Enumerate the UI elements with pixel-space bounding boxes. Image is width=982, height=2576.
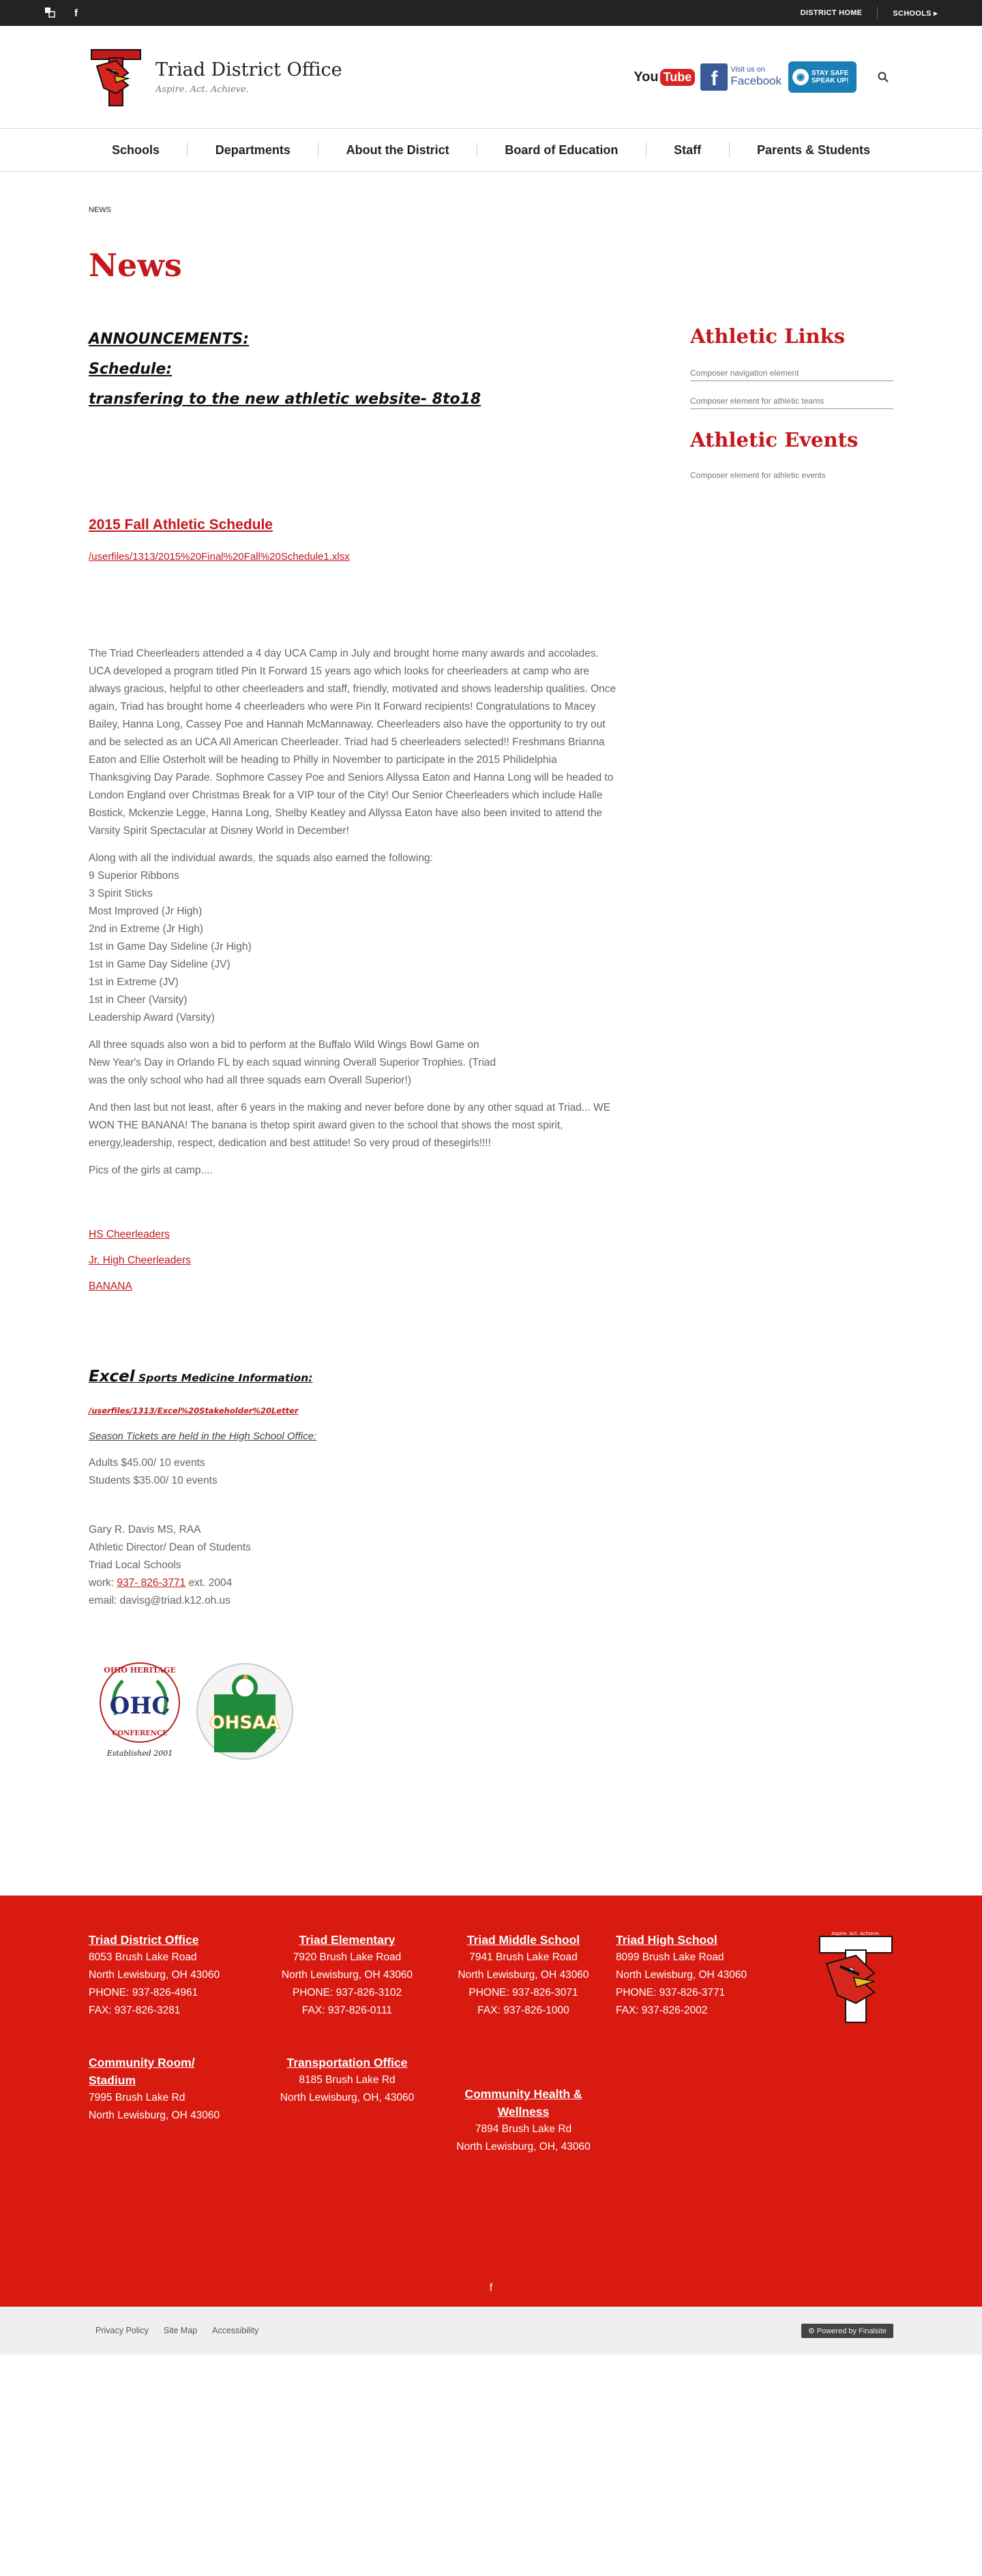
composer-teams-element[interactable]: Composer element for athletic teams: [690, 391, 893, 409]
office-city: North Lewisburg, OH 43060: [281, 1969, 413, 1981]
award-item: Most Improved (Jr High): [89, 905, 203, 917]
footer-cardinal-logo[interactable]: [818, 1930, 893, 2025]
sidebar: [690, 325, 893, 1766]
nav-departments[interactable]: Departments: [215, 143, 291, 157]
excel-heading-small: Sports Medicine Information:: [134, 1372, 313, 1384]
divider: [877, 7, 878, 19]
contact-block: [89, 1521, 621, 1610]
adult-price: Adults $45.00/ 10 events: [89, 1457, 205, 1469]
footer-office: [610, 1931, 767, 2020]
site-footer: [0, 1896, 982, 2307]
community-room-name[interactable]: [89, 2054, 258, 2089]
footer-offices-row: [89, 1931, 893, 2020]
main-nav: [0, 128, 982, 172]
office-name[interactable]: Triad Elementary: [299, 1933, 396, 1947]
office-city: North Lewisburg, OH 43060: [616, 1969, 747, 1981]
youtube-you-text: You: [634, 69, 659, 85]
fall-schedule-title[interactable]: 2015 Fall Athletic Schedule: [89, 517, 273, 533]
award-item: 1st in Game Day Sideline (JV): [89, 959, 230, 970]
composer-nav-element[interactable]: Composer navigation element: [690, 363, 893, 381]
page-title: News: [89, 247, 182, 284]
photo-links: [89, 1229, 621, 1293]
athletic-links-title: Athletic Links: [690, 325, 846, 348]
footer-office: [258, 1931, 436, 2020]
footer-community-room: [89, 2054, 258, 2156]
office-address: 7920 Brush Lake Road: [293, 1951, 402, 1963]
office-phone: PHONE: 937-826-3771: [616, 1987, 726, 1998]
youtube-link[interactable]: [634, 65, 694, 89]
office-city: North Lewisburg, OH 43060: [458, 1969, 589, 1981]
office-address: 8099 Brush Lake Road: [616, 1951, 724, 1963]
office-fax: FAX: 937-826-2002: [616, 2005, 708, 2016]
transportation-address: 8185 Brush Lake Rd: [299, 2074, 396, 2086]
ticket-prices: [89, 1454, 621, 1490]
facebook-small-text: Visit us on: [730, 65, 765, 74]
breadcrumb[interactable]: NEWS: [89, 206, 111, 214]
office-phone: PHONE: 937-826-4961: [89, 1987, 198, 1998]
translate-icon[interactable]: [44, 7, 55, 20]
fall-schedule-link[interactable]: /userfiles/1313/2015%20Final%20Fall%20Schedule1.xlsx: [89, 551, 350, 563]
footer-facilities-row: [89, 2054, 893, 2156]
community-city: North Lewisburg, OH 43060: [89, 2110, 220, 2121]
ohsaa-text: OHSAA: [210, 1713, 280, 1733]
office-name[interactable]: Triad Middle School: [466, 1933, 580, 1947]
logo-motto-text: Aspire. Act. Achieve.: [831, 1931, 880, 1936]
award-item: 2nd in Extreme (Jr High): [89, 923, 203, 935]
contact-title: Athletic Director/ Dean of Students: [89, 1542, 251, 1553]
bowl-paragraph: All three squads also won a bid to perform at the Buffalo Wild Wings Bowl Game on New Year's Day in Orlando FL by each squad winning Overall Superior Trophies. (Triad was the only school who had all three squads earn Overall Superior!): [89, 1039, 496, 1086]
work-ext: ext. 2004: [185, 1577, 233, 1589]
nav-divider: [729, 143, 730, 158]
health-wellness-name[interactable]: [436, 2085, 610, 2121]
office-name[interactable]: Triad District Office: [89, 1933, 199, 1947]
office-fax: FAX: 937-826-3281: [89, 2005, 181, 2016]
safe-line2: SPEAK UP!: [812, 77, 849, 85]
schedule-heading: Schedule:: [89, 361, 173, 378]
composer-events-element: Composer element for athletic events: [690, 470, 826, 480]
community-name-line1: Community Room/: [89, 2056, 195, 2069]
brand[interactable]: [89, 46, 342, 108]
transportation-city: North Lewisburg, OH, 43060: [280, 2092, 415, 2103]
footer-office: [436, 1931, 610, 2020]
article-column: [89, 325, 621, 1766]
health-name-line2: Wellness: [497, 2105, 550, 2118]
contact-work: [89, 1574, 621, 1592]
transportation-name[interactable]: Transportation Office: [286, 2056, 408, 2069]
facebook-logo-icon: f: [700, 63, 728, 91]
excel-heading-big: Excel: [89, 1368, 135, 1386]
jr-high-cheerleaders-link[interactable]: Jr. High Cheerleaders: [89, 1255, 191, 1266]
community-name-line2: Stadium: [89, 2073, 136, 2087]
health-name-line1: Community Health &: [464, 2087, 582, 2101]
office-address: 7941 Brush Lake Road: [469, 1951, 578, 1963]
site-tagline: Aspire. Act. Achieve.: [155, 85, 249, 95]
awards-list: [89, 850, 621, 1027]
ohc-top-text: OHIO HERITAGE: [104, 1666, 176, 1675]
award-item: 3 Spirit Sticks: [89, 888, 153, 899]
footer-health-wellness: [436, 2085, 610, 2156]
finalsite-icon: ⚙: [807, 2326, 815, 2335]
powered-text: Powered by Finalsite: [816, 2326, 887, 2335]
award-item: 1st in Game Day Sideline (Jr High): [89, 941, 252, 953]
work-label: work:: [89, 1577, 117, 1589]
cardinal-logo[interactable]: [89, 46, 143, 108]
nav-parents-students[interactable]: Parents & Students: [756, 143, 870, 157]
nav-divider: [187, 143, 188, 158]
cheer-paragraph: The Triad Cheerleaders attended a 4 day UCA Camp in July and brought home many awards and accolades. UCA developed a program titled Pin It Forward 15 years ago which looks for cheerleaders at camp who are always gracious, helpful to other cheerleaders and staff, friendly, motivated and shows leadership qualities. Once again, Triad has brought home 4 cheerleaders who were Pin It Forward recipients! Congratulations to Macey Bailey, Hanna Long, Cassey Poe and Hannah McMannaway. Cheerleaders also have the opportunity to try out and be selected as an UCA All American Cheerleader. Triad had 5 cheerleaders selected!! Freshmans Brianna Eaton and Ellie Osterholt will be heading to Philly in November to participate in the 2015 Philidelphia Thanksgiving Day Parade. Sophmore Cassey Poe and Seniors Allyssa Eaton and Hanna Long will be headed to London England over Christmas Break for a VIP tour of the City! Our Senior Cheerleaders which include Halle Bostick, Mckenzie Legge, Hanna Long, Shelby Keatley and Allyssa Eaton have also been invited to attend the Varsity Spirit Spectacular at Disney World in December!: [89, 648, 616, 837]
office-name[interactable]: Triad High School: [616, 1933, 717, 1947]
search-icon[interactable]: [873, 67, 893, 87]
contact-email: email: davisg@triad.k12.oh.us: [89, 1595, 230, 1606]
youtube-tube-text: Tube: [660, 69, 696, 86]
award-item: 1st in Cheer (Varsity): [89, 994, 188, 1006]
pics-paragraph: Pics of the girls at camp....: [89, 1165, 213, 1176]
nav-about-the-district[interactable]: About the District: [346, 143, 449, 157]
banana-paragraph: And then last but not least, after 6 years in the making and never before done by any other squad at Triad... WE WON THE BANANA! The banana is thetop spirit award given to the school that shows the most spirit, energy,leadership, respect, dedication and best attitude! So very proud of thesegirls!!!!: [89, 1102, 611, 1149]
footer-facebook-icon[interactable]: f: [489, 2282, 493, 2294]
facebook-icon[interactable]: f: [74, 7, 78, 19]
site-title[interactable]: Triad District Office: [155, 59, 342, 80]
award-item: 9 Superior Ribbons: [89, 870, 179, 882]
season-tickets-note: Season Tickets are held in the High School Office:: [89, 1431, 317, 1442]
nav-board-of-education[interactable]: Board of Education: [505, 143, 619, 157]
student-price: Students $35.00/ 10 events: [89, 1475, 218, 1486]
health-city: North Lewisburg, OH, 43060: [456, 2141, 591, 2153]
stay-safe-speak-up-button[interactable]: [788, 61, 857, 93]
accessibility-link[interactable]: Accessibility: [212, 2326, 259, 2335]
health-address: 7894 Brush Lake Rd: [475, 2123, 572, 2135]
excel-letter-link[interactable]: /userfiles/1313/Excel%20Stakeholder%20Letter: [89, 1406, 299, 1416]
office-phone: PHONE: 937-826-3071: [468, 1987, 578, 1998]
ohc-established-text: Established 2001: [106, 1749, 173, 1758]
ohc-logo: [89, 1653, 191, 1763]
facebook-big-text: Facebook: [730, 74, 782, 88]
site-header: [0, 26, 982, 128]
ohc-mid-text: OHC: [109, 1692, 170, 1720]
work-phone-link[interactable]: 937- 826-3771: [117, 1577, 186, 1589]
nav-schools[interactable]: Schools: [112, 143, 160, 157]
privacy-policy-link[interactable]: Privacy Policy: [95, 2326, 149, 2335]
award-item: 1st in Extreme (JV): [89, 976, 179, 988]
hs-cheerleaders-link[interactable]: HS Cheerleaders: [89, 1229, 170, 1240]
nav-staff[interactable]: Staff: [674, 143, 702, 157]
announcements-heading: ANNOUNCEMENTS:: [89, 331, 249, 348]
ohc-bottom-text: CONFERENCE: [112, 1730, 168, 1737]
footer-office: [89, 1931, 258, 2020]
facebook-link[interactable]: [700, 63, 782, 91]
schools-dropdown[interactable]: SCHOOLS ▸: [893, 9, 938, 18]
excel-heading: [89, 1368, 621, 1386]
bottom-bar: [0, 2307, 982, 2354]
top-bar: [0, 0, 982, 26]
office-city: North Lewisburg, OH 43060: [89, 1969, 220, 1981]
safe-line1: STAY SAFE: [812, 70, 849, 77]
powered-by-finalsite-badge[interactable]: [801, 2324, 893, 2338]
ohsaa-logo: [194, 1660, 296, 1763]
contact-name: Gary R. Davis MS, RAA: [89, 1524, 201, 1536]
banana-link[interactable]: BANANA: [89, 1280, 132, 1292]
footer-transportation: [258, 2054, 436, 2156]
main-content: [0, 172, 982, 1766]
transfer-heading: transfering to the new athletic website- 8to18: [89, 391, 481, 408]
district-home-link[interactable]: DISTRICT HOME: [800, 9, 863, 17]
office-phone: PHONE: 937-826-3102: [292, 1987, 402, 1998]
caret-right-icon: ▸: [934, 9, 938, 18]
safe-icon: ◉: [792, 69, 809, 85]
award-item: Leadership Award (Varsity): [89, 1012, 215, 1023]
community-address: 7995 Brush Lake Rd: [89, 2092, 185, 2103]
athletic-events-title: Athletic Events: [690, 428, 859, 451]
office-address: 8053 Brush Lake Road: [89, 1951, 197, 1963]
awards-intro: Along with all the individual awards, the squads also earned the following:: [89, 852, 433, 864]
site-map-link[interactable]: Site Map: [163, 2326, 198, 2335]
office-fax: FAX: 937-826-1000: [477, 2005, 569, 2016]
contact-org: Triad Local Schools: [89, 1559, 181, 1571]
office-fax: FAX: 937-826-0111: [301, 2005, 393, 2016]
